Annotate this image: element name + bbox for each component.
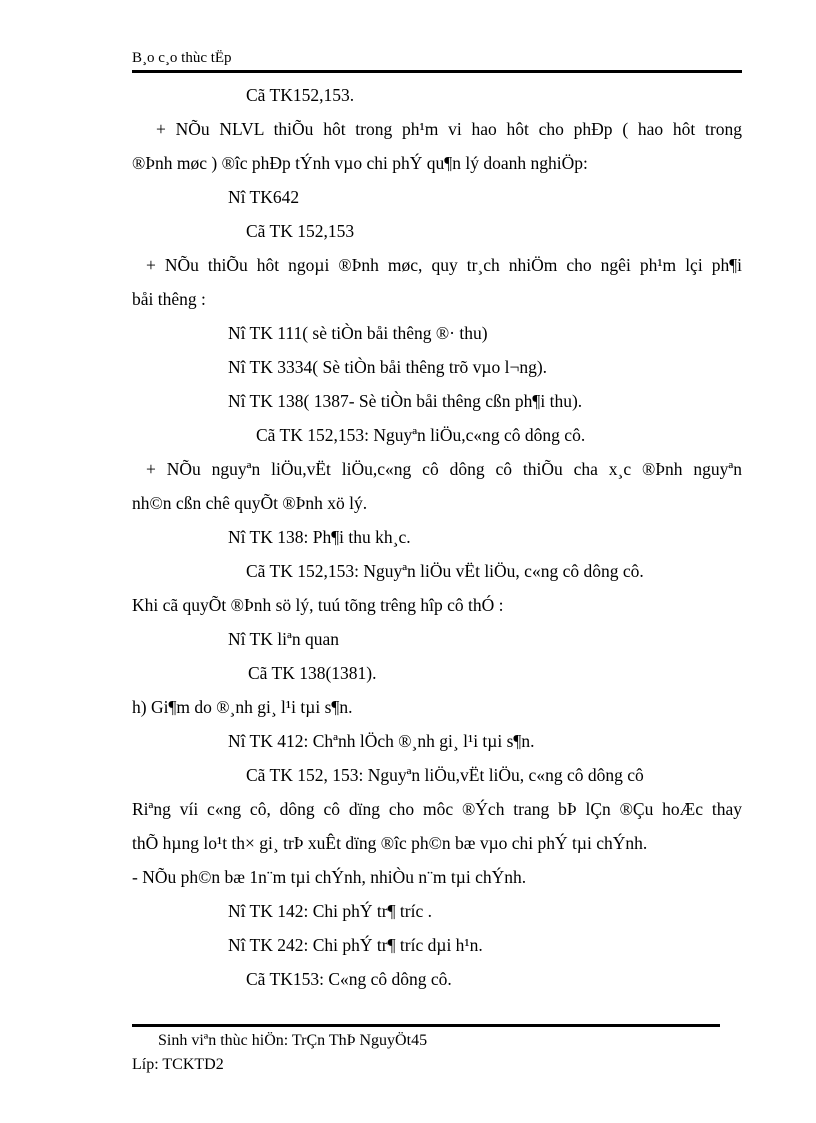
text-line-7: båi thêng : xyxy=(132,289,206,309)
footer-class: Líp: TCKTD2 xyxy=(132,1056,224,1073)
text-line-22: Riªng víi c«ng cô, dông cô dïng cho môc ®Ých trang bÞ lÇn ®Çu hoÆc thay xyxy=(132,799,742,819)
text-line-12: + NÕu nguyªn liÖu,vËt liÖu,c«ng cô dông cô thiÕu cha x¸c ®Þnh nguyªn xyxy=(146,459,742,479)
text-line-14: Nî TK 138: Ph¶i thu kh¸c. xyxy=(228,527,411,547)
text-line-6: + NÕu thiÕu hôt ngoµi ®Þnh møc, quy tr¸ch nhiÖm cho ngêi ph¹m lçi ph¶i xyxy=(146,255,742,275)
footer-rule xyxy=(132,1024,720,1027)
text-line-10: Nî TK 138( 1387- Sè tiÒn båi thêng cßn ph¶i thu). xyxy=(228,391,583,411)
text-line-3: ®Þnh møc ) ®îc phÐp tÝnh vµo chi phÝ qu¶n lý doanh nghiÖp: xyxy=(132,153,588,173)
text-line-9: Nî TK 3334( Sè tiÒn båi thêng trõ vµo l¬ng). xyxy=(228,357,548,377)
text-line-20: Nî TK 412: Chªnh lÖch ®¸nh gi¸ l¹i tµi s¶n. xyxy=(228,731,535,751)
document-header: B¸o c¸o thùc tËp xyxy=(132,50,232,66)
text-line-2: + NÕu NLVL thiÕu hôt trong ph¹m vi hao hôt cho phÐp ( hao hôt trong xyxy=(156,119,742,139)
footer-student xyxy=(158,1032,427,1050)
text-line-17: Nî TK liªn quan xyxy=(228,629,339,649)
footer-student-name: Sinh viªn thùc hiÖn: TrÇn ThÞ NguyÖt xyxy=(158,1032,412,1049)
page-number: 45 xyxy=(411,1032,428,1049)
text-line-1: Cã TK152,153. xyxy=(246,85,355,105)
text-line-24: - NÕu ph©n bæ 1n¨m tµi chÝnh, nhiÒu n¨m tµi chÝnh. xyxy=(132,867,527,887)
text-line-25: Nî TK 142: Chi phÝ tr¶ tríc . xyxy=(228,901,432,921)
text-line-8: Nî TK 111( sè tiÒn båi thêng ®· thu) xyxy=(228,323,488,343)
header-rule xyxy=(132,70,742,73)
text-line-26: Nî TK 242: Chi phÝ tr¶ tríc dµi h¹n. xyxy=(228,935,483,955)
text-line-13: nh©n cßn chê quyÕt ®Þnh xö lý. xyxy=(132,493,368,513)
text-line-18: Cã TK 138(1381). xyxy=(248,663,377,683)
text-line-15: Cã TK 152,153: Nguyªn liÖu vËt liÖu, c«ng cô dông cô. xyxy=(246,561,644,581)
text-line-16: Khi cã quyÕt ®Þnh sö lý, tuú tõng trêng hîp cô thÓ : xyxy=(132,595,504,615)
text-line-4: Nî TK642 xyxy=(228,187,300,207)
text-line-5: Cã TK 152,153 xyxy=(246,221,355,241)
text-line-21: Cã TK 152, 153: Nguyªn liÖu,vËt liÖu, c«ng cô dông cô xyxy=(246,765,644,785)
text-line-19: h) Gi¶m do ®¸nh gi¸ l¹i tµi s¶n. xyxy=(132,697,353,717)
text-line-27: Cã TK153: C«ng cô dông cô. xyxy=(246,969,452,989)
text-line-11: Cã TK 152,153: Nguyªn liÖu,c«ng cô dông cô. xyxy=(256,425,586,445)
text-line-23: thÕ hµng lo¹t th× gi¸ trÞ xuÊt dïng ®îc ph©n bæ vµo chi phÝ tµi chÝnh. xyxy=(132,833,648,853)
